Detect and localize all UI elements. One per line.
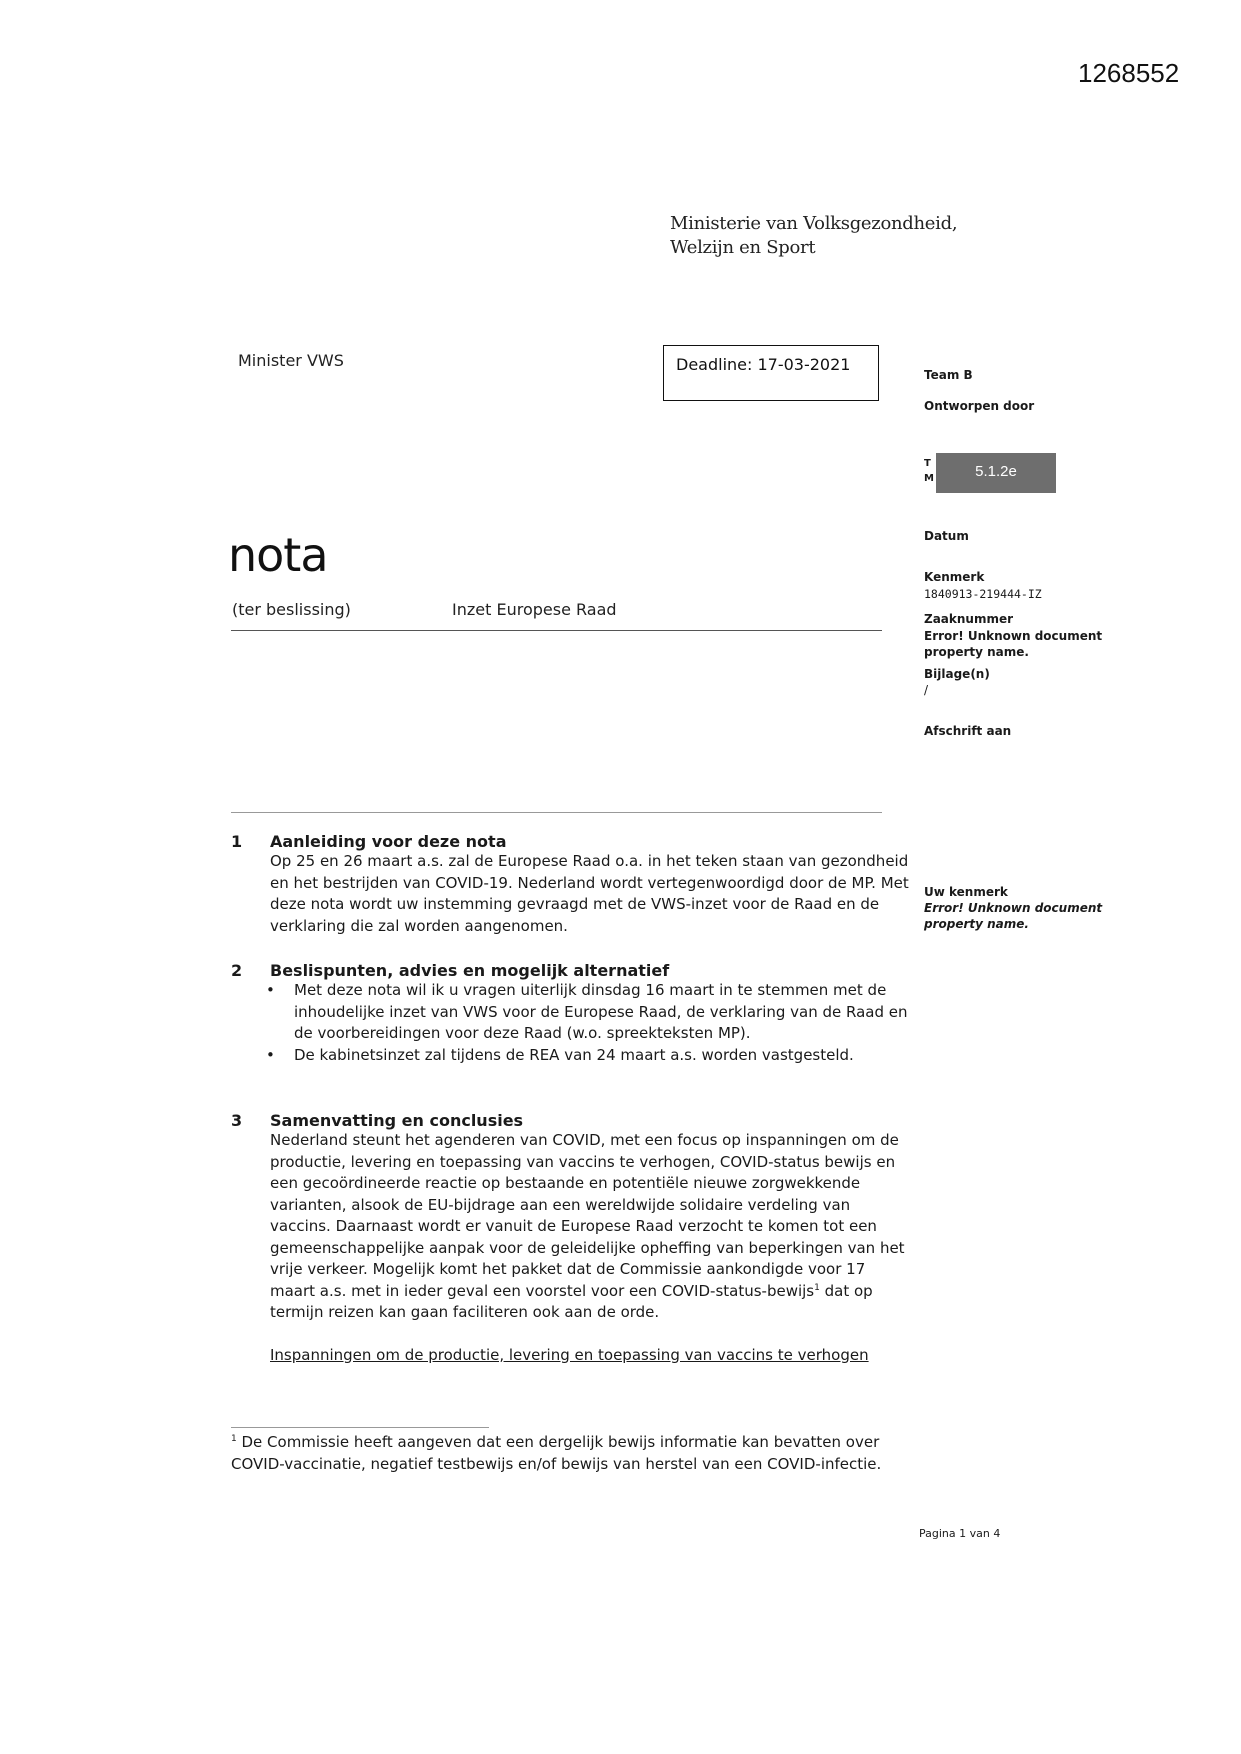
- section-title: Beslispunten, advies en mogelijk alternatief: [270, 961, 670, 980]
- designed-by-label: Ontworpen door: [924, 399, 1035, 413]
- redacted-block: 5.1.2e: [936, 453, 1056, 493]
- uw-kenmerk: [924, 884, 1114, 932]
- deadline-text: Deadline: 17-03-2021: [676, 355, 851, 374]
- kenmerk-label: Kenmerk: [924, 570, 985, 584]
- footnote: [231, 1432, 891, 1475]
- zaaknummer-value: Error! Unknown document property name.: [924, 629, 1103, 659]
- content-rule: [231, 812, 882, 813]
- section-number: 2: [231, 961, 243, 980]
- document-title: nota: [228, 528, 328, 582]
- document-type: (ter beslissing): [232, 600, 351, 619]
- bijlage-label: Bijlage(n): [924, 667, 990, 681]
- list-item: • De kabinetsinzet zal tijdens de REA van 24 maart a.s. worden vastgesteld.: [270, 1045, 910, 1067]
- afschrift-label: Afschrift aan: [924, 724, 1012, 738]
- tm-t: T: [924, 458, 931, 469]
- zaaknummer-label: Zaaknummer: [924, 612, 1014, 626]
- section-subheading: Inspanningen om de productie, levering en toepassing van vaccins te verhogen: [270, 1345, 869, 1364]
- section-text: Op 25 en 26 maart a.s. zal de Europese Raad o.a. in het teken staan van gezondheid en het bestrijden van COVID-19. Nederland wordt vertegenwoordigd door de MP. Met deze nota wordt uw instemming gevraagd met de VWS-inzet voor de Raad en de verklaring die zal worden aangenomen.: [270, 852, 909, 935]
- bullet-list: [270, 980, 910, 1066]
- ministry-line-1: Ministerie van Volksgezondheid,: [670, 213, 958, 234]
- kenmerk-value: 1840913-219444-IZ: [924, 587, 1042, 601]
- document-number: 1268552: [1078, 58, 1180, 88]
- section-text-part: Nederland steunt het agenderen van COVID, met een focus op inspanningen om de productie, levering en toepassing van vaccins te verhogen, COVID-status bewijs en een gecoördineerde reactie op bestaande en potentiële nieuwe zorgwekkende varianten, alsook de EU-bijdrage aan een wereldwijde solidaire verdeling van vaccins. Daarnaast wordt er vanuit de Europese Raad verzocht te komen tot een gemeenschappelijke aanpak voor de geleidelijke opheffing van beperkingen van het vrije verkeer. Mogelijk komt het pakket dat de Commissie aankondigde voor 17 maart a.s. met in ieder geval een voorstel voor een COVID-status-bewijs: [270, 1131, 905, 1300]
- section-number: 1: [231, 832, 243, 851]
- section-title: Samenvatting en conclusies: [270, 1111, 524, 1130]
- team-label: Team B: [924, 368, 973, 382]
- uw-kenmerk-label: Uw kenmerk: [924, 885, 1008, 899]
- tm-m: M: [924, 473, 934, 484]
- footnote-reference: 1: [814, 1282, 820, 1293]
- bijlage-value: /: [924, 683, 929, 697]
- tm-labels: [924, 456, 934, 486]
- deadline-box: [663, 345, 879, 401]
- page-number: Pagina 1 van 4: [919, 1527, 1001, 1540]
- footnote-rule: [231, 1427, 489, 1428]
- section-title: Aanleiding voor deze nota: [270, 832, 507, 851]
- section-number: 3: [231, 1111, 243, 1130]
- title-rule: [231, 630, 882, 631]
- uw-kenmerk-value: Error! Unknown document property name.: [924, 901, 1103, 931]
- section-text-part: dat op termijn reizen kan gaan faciliteren ook aan de orde.: [270, 1281, 873, 1321]
- date-label: Datum: [924, 529, 969, 543]
- addressee: Minister VWS: [238, 351, 344, 370]
- ministry-name: [670, 212, 957, 260]
- document-subject: Inzet Europese Raad: [452, 600, 617, 619]
- section-text: [270, 1130, 910, 1324]
- footnote-mark: 1: [231, 1434, 237, 1444]
- footnote-text: De Commissie heeft aangeven dat een dergelijk bewijs informatie kan bevatten over COVID-vaccinatie, negatief testbewijs en/of bewijs van herstel van een COVID-infectie.: [231, 1433, 882, 1473]
- ministry-line-2: Welzijn en Sport: [670, 237, 816, 258]
- list-item: • Met deze nota wil ik u vragen uiterlijk dinsdag 16 maart in te stemmen met de inhoudelijke inzet van VWS voor de Europese Raad, de verklaring van de Raad en de voorbereidingen voor deze Raad (w.o. spreekteksten MP).: [270, 980, 910, 1045]
